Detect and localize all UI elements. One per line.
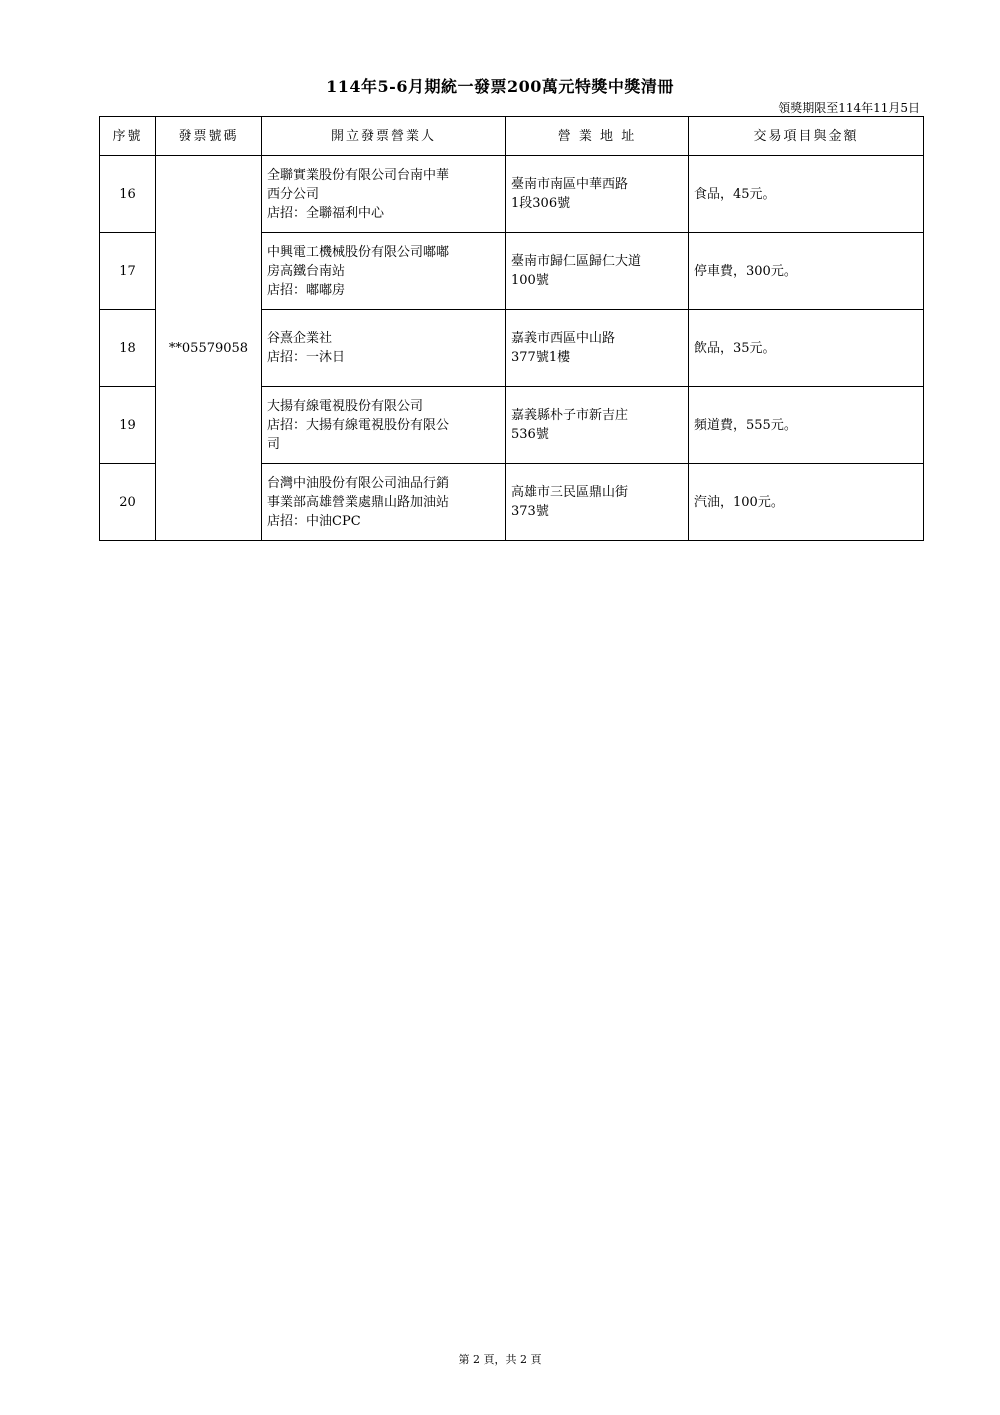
- header-seq: 序號: [100, 117, 156, 156]
- business-line: 事業部高雄營業處鼎山路加油站: [267, 494, 450, 510]
- business-line: 中興電工機械股份有限公司嘟嘟: [267, 244, 450, 260]
- item-cell: 飲品，35元。: [689, 310, 924, 387]
- page-footer: 第 2 頁，共 2 頁: [458, 1353, 542, 1366]
- address-cell: [506, 310, 689, 387]
- business-cell: [262, 156, 506, 233]
- address-line: 377號1樓: [511, 350, 571, 365]
- business-line: 台灣中油股份有限公司油品行銷: [267, 475, 450, 491]
- header-business: 開立發票營業人: [262, 117, 506, 156]
- business-line: 全聯實業股份有限公司台南中華: [267, 167, 450, 183]
- business-line: 西分公司: [267, 186, 320, 202]
- item-cell: 汽油，100元。: [689, 464, 924, 541]
- business-line: 店招：中油CPC: [267, 513, 361, 529]
- address-line: 臺南市南區中華西路: [511, 177, 629, 192]
- address-cell: [506, 233, 689, 310]
- header-item-amount: 交易項目與金額: [689, 117, 924, 156]
- seq-cell: 19: [100, 387, 156, 464]
- address-line: 嘉義縣朴子市新吉庄: [511, 408, 629, 423]
- invoice-number-cell: **05579058: [156, 156, 262, 541]
- header-address: 營 業 地 址: [506, 117, 689, 156]
- business-cell: [262, 233, 506, 310]
- business-line: 店招：大揚有線電視股份有限公: [267, 417, 450, 433]
- seq-cell: 17: [100, 233, 156, 310]
- address-line: 高雄市三民區鼎山街: [511, 485, 629, 500]
- business-line: 谷熹企業社: [267, 331, 333, 346]
- business-line: 房高鐵台南站: [267, 263, 346, 279]
- address-line: 100號: [511, 273, 549, 288]
- business-cell: [262, 310, 506, 387]
- item-cell: 停車費，300元。: [689, 233, 924, 310]
- claim-deadline: 領獎期限至114年11月5日: [778, 101, 920, 115]
- business-line: 司: [267, 436, 281, 452]
- table-header-row: [100, 117, 924, 156]
- winners-table: [99, 116, 924, 541]
- address-cell: [506, 387, 689, 464]
- business-line: 店招：全聯福利中心: [267, 205, 385, 221]
- table-row: [100, 156, 924, 233]
- item-cell: 食品，45元。: [689, 156, 924, 233]
- business-line: 店招：一沐日: [267, 350, 346, 365]
- business-cell: [262, 464, 506, 541]
- business-cell: [262, 387, 506, 464]
- business-line: 店招：嘟嘟房: [267, 282, 346, 298]
- seq-cell: 20: [100, 464, 156, 541]
- item-cell: 頻道費，555元。: [689, 387, 924, 464]
- address-cell: [506, 464, 689, 541]
- document-title: 114年5-6月期統一發票200萬元特獎中獎清冊: [326, 77, 674, 96]
- header-invoice-number: 發票號碼: [156, 117, 262, 156]
- address-line: 嘉義市西區中山路: [511, 331, 616, 346]
- seq-cell: 18: [100, 310, 156, 387]
- address-line: 1段306號: [511, 196, 571, 211]
- address-line: 臺南市歸仁區歸仁大道: [511, 254, 642, 269]
- business-line: 大揚有線電視股份有限公司: [267, 398, 424, 414]
- address-cell: [506, 156, 689, 233]
- seq-cell: 16: [100, 156, 156, 233]
- address-line: 373號: [511, 504, 549, 519]
- address-line: 536號: [511, 427, 549, 442]
